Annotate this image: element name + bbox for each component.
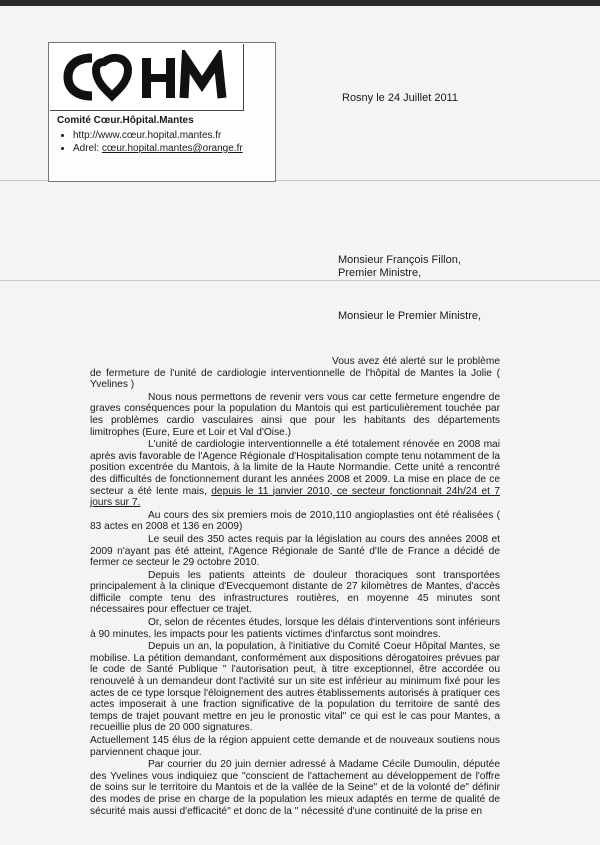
paragraph: Par courrier du 20 juin dernier adressé à Madame Cécile Dumoulin, députée des Yvelines vous indiquiez que "conscient de l'attachement au développement de l'offre de soins sur le territoire du Mantois et de la vallée de la Seine" et de la volonté de" définir des modes de prise en charge de la population les mieux adaptés en terme de qualité de sécurité mais aussi d'efficacité" et donc de la " nécessité d'une continuité de la prise en: [90, 759, 500, 817]
paragraph: Vous avez été alerté sur le problème de fermeture de l'unité de cardiologie interventionnelle de l'hôpital de Mantes la Jolie ( Yvelines ): [90, 356, 500, 391]
contact-list: [57, 130, 272, 154]
paragraph: Au cours des six premiers mois de 2010,110 angioplasties ont été réalisées ( 83 actes en 2008 et 136 en 2009): [90, 509, 500, 533]
cohm-logo: [62, 50, 232, 104]
paragraph: Le seuil des 350 actes requis par la législation au cours des années 2008 et 2009 n'ayant pas été atteint, l'Agence Régionale de Santé d'Ile de France a décidé de fermer ce secteur le 29 octobre 2010.: [90, 533, 500, 569]
paragraph: Depuis un an, la population, à l'initiative du Comité Coeur Hôpital Mantes, se mobilise. La pétition demandant, conformément aux dispositions dérogatoires prévues par le code de Santé Publique " l'autorisation peut, à titre exceptionnel, être accordée ou renouvelé à un demandeur dont l'activité sur un site est inférieur au minimum fixé pour les actes de ce type lorsque l'éloignement des autres établissements autorisés à pratiquer ces actes imposerait à une fraction significative de la population du territoire de santé des temps de trajet pouvant mettre en jeu le pronostic vital" ce qui est le cas pour Mantes, a recueillie plus de 20 000 signatures.: [90, 641, 500, 734]
website-link[interactable]: http://www.cœur.hopital.mantes.fr: [73, 130, 222, 141]
paper-fold-line: [0, 280, 600, 281]
letterhead-box: [48, 42, 276, 182]
letter-date: Rosny le 24 Juillet 2011: [342, 92, 458, 104]
paragraph: [90, 439, 500, 509]
organization-name: Comité Cœur.Hôpital.Mantes: [57, 115, 194, 126]
underlined-text: depuis le 11 janvier 2010, ce secteur fonctionnait 24h/24 et 7 jours sur 7.: [90, 485, 500, 509]
organization-info: [57, 115, 272, 156]
email-link[interactable]: cœur.hopital.mantes@orange.fr: [101, 143, 243, 154]
paragraph: Depuis les patients atteints de douleur thoraciques sont transportées principalement à la clinique d'Evecquemont distante de 27 kilomètres de Mantes, d'accès difficile compte tenu des infrastructures routières, en moyenne 45 minutes sont nécessaires pour effectuer ce trajet.: [90, 569, 500, 616]
paragraph: Nous nous permettons de revenir vers vous car cette fermeture engendre de graves conséquences pour la population du Mantois qui est particulièrement touchée par les problèmes cardio vasculaires ainsi que pour les habitants des départements limitrophes (Eure, Eure et Loir et Val d'Oise.): [90, 391, 500, 438]
website-item: [73, 130, 272, 141]
email-prefix: Adrel:: [73, 143, 102, 154]
recipient-title: Premier Ministre,: [338, 267, 422, 279]
recipient-name: Monsieur François Fillon,: [338, 254, 461, 266]
paragraph: Or, selon de récentes études, lorsque les délais d'interventions sont inférieurs à 90 minutes, les impacts pour les patients victimes d'infarctus sont moindres.: [90, 617, 500, 640]
paragraph: Actuellement 145 élus de la région appuient cette demande et de nouveaux soutiens nous parviennent chaque jour.: [90, 735, 500, 758]
logo-frame: [50, 44, 244, 111]
recipient-block: [338, 254, 461, 280]
email-item: [73, 143, 272, 154]
page-top-edge: [0, 0, 600, 6]
letter-body: [90, 356, 500, 818]
paragraph-text: L'unité de cardiologie interventionnelle a été totalement rénovée en 2008 mai après avis favorable de l'Agence Régionale d'Hospitalisation compte tenu notamment de la position excentrée du Mantois, à la limite de la Haute Normandie. Cette unité a rencontré des difficultés de fonctionnement durant les années 2008 et 2009. La mise en place de ce secteur a été lente mais,: [90, 439, 500, 497]
salutation: Monsieur le Premier Ministre,: [338, 310, 482, 322]
